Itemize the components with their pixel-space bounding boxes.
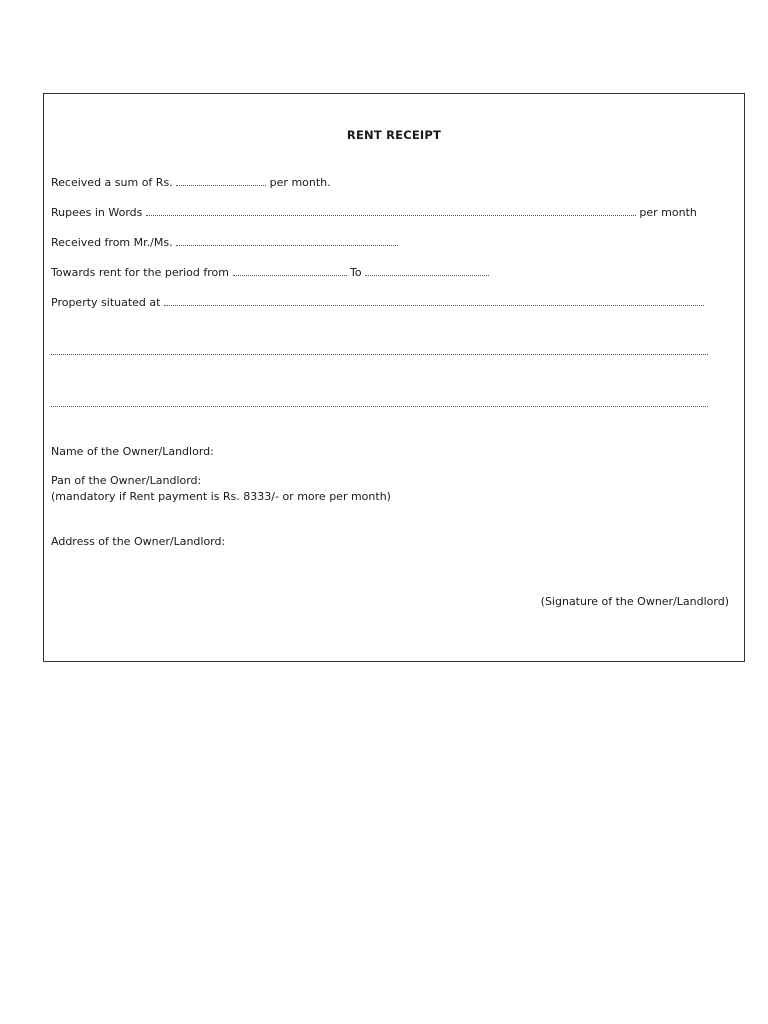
property-blank-line-3[interactable]	[51, 406, 708, 407]
amount-words-blank[interactable]	[146, 206, 636, 216]
tenant-line	[51, 236, 398, 250]
property-label: Property situated at	[51, 296, 161, 309]
owner-pan-note: (mandatory if Rent payment is Rs. 8333/- or more per month)	[51, 490, 391, 503]
period-line	[51, 266, 489, 280]
amount-words-suffix: per month	[639, 206, 697, 219]
amount-label: Received a sum of Rs.	[51, 176, 173, 189]
period-from-label: Towards rent for the period from	[51, 266, 229, 279]
property-blank-line-2[interactable]	[51, 354, 708, 355]
owner-pan-label: Pan of the Owner/Landlord:	[51, 474, 202, 487]
period-from-blank[interactable]	[233, 266, 347, 276]
rent-receipt-form	[43, 93, 745, 662]
amount-words-line	[51, 206, 697, 220]
tenant-blank[interactable]	[176, 236, 398, 246]
amount-blank[interactable]	[176, 176, 266, 186]
signature-label: (Signature of the Owner/Landlord)	[540, 595, 729, 608]
receipt-title: RENT RECEIPT	[346, 128, 442, 142]
period-to-blank[interactable]	[365, 266, 489, 276]
amount-words-label: Rupees in Words	[51, 206, 143, 219]
property-blank[interactable]	[164, 296, 704, 306]
amount-line	[51, 176, 331, 190]
owner-address-label: Address of the Owner/Landlord:	[51, 535, 226, 548]
owner-name-label: Name of the Owner/Landlord:	[51, 445, 214, 458]
period-to-label: To	[350, 266, 362, 279]
property-line	[51, 296, 704, 310]
tenant-label: Received from Mr./Ms.	[51, 236, 173, 249]
amount-suffix: per month.	[269, 176, 331, 189]
